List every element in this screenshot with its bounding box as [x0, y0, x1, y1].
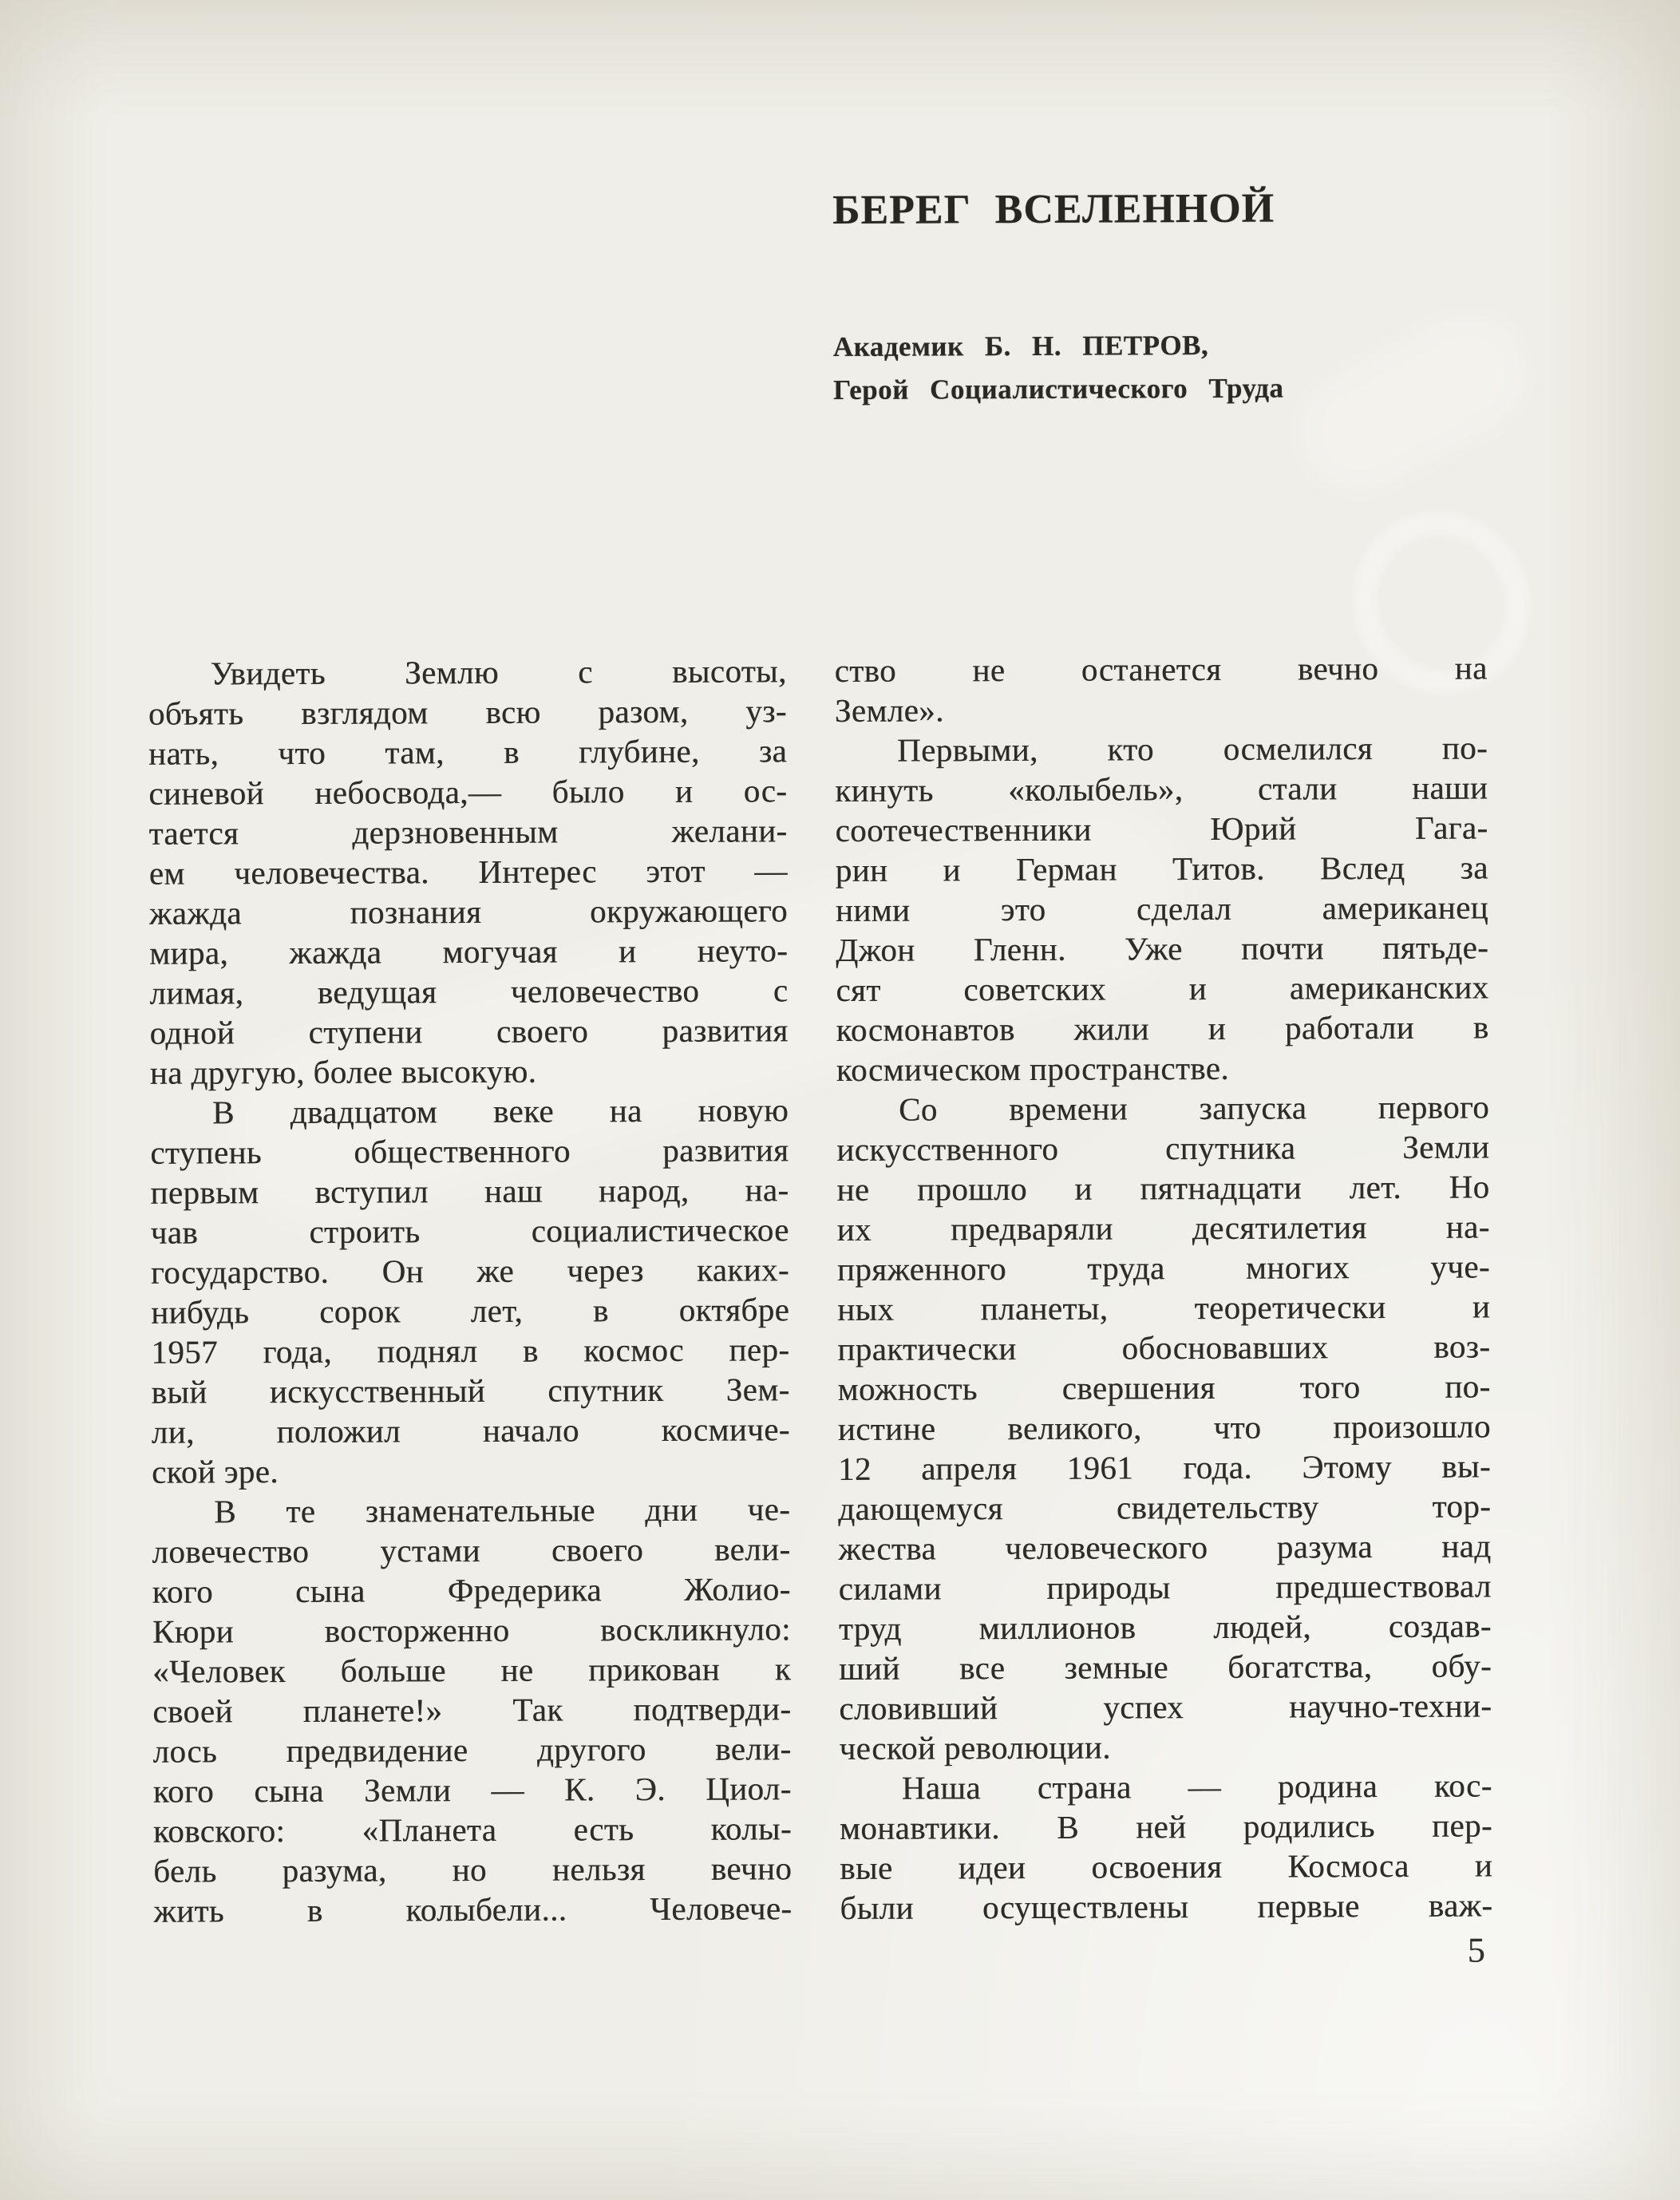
text-line: В те знаменательные дни че- — [214, 1490, 791, 1530]
text-line: ними это сделал американец — [835, 888, 1489, 929]
text-line: объять взглядом всю разом, уз- — [148, 692, 787, 732]
text-line: можность свершения того по- — [837, 1367, 1491, 1408]
text-line: монавтики. В ней родились пер- — [839, 1806, 1493, 1847]
text-line: жества человеческого разума над — [838, 1527, 1492, 1568]
text-line: труд миллионов людей, создав- — [838, 1607, 1492, 1648]
text-line: лимая, ведущая человечество с — [149, 971, 789, 1011]
text-line: ство не останется вечно на — [834, 649, 1488, 690]
text-line: космонавтов жили и работали в — [836, 1008, 1489, 1049]
text-line: кого сына Фредерика Жолио- — [152, 1570, 791, 1610]
page-number: 5 — [1467, 1930, 1485, 1970]
text-line: сят советских и американских — [836, 968, 1489, 1009]
text-line: своей планете!» Так подтверди- — [152, 1690, 792, 1730]
text-line: Земле». — [834, 691, 944, 730]
text-line: бель разума, но нельзя вечно — [153, 1850, 793, 1889]
text-line: жить в колыбели... Человече- — [153, 1889, 793, 1929]
text-line: мира, жажда могучая и неуто- — [149, 932, 789, 971]
text-column-right — [835, 647, 1493, 1928]
text-line: одной ступени своего развития — [149, 1011, 789, 1051]
text-line: ных планеты, теоретически и — [837, 1288, 1491, 1328]
text-line: пряженного труда многих уче- — [836, 1248, 1491, 1288]
text-line: Первыми, кто осмелился по- — [896, 729, 1488, 769]
text-line: синевой небосвода,— было и ос- — [148, 772, 788, 812]
text-line: дающемуся свидетельству тор- — [838, 1487, 1492, 1528]
text-line: кинуть «колыбель», стали наши — [835, 769, 1488, 809]
text-line: чав строить социалистическое — [150, 1211, 789, 1251]
text-line: космическом пространстве. — [836, 1049, 1230, 1089]
text-line: ем человечества. Интерес этот — — [148, 852, 788, 892]
text-line: «Человек больше не прикован к — [152, 1650, 792, 1690]
text-line: словивший успех научно-техни- — [839, 1687, 1492, 1727]
text-line: лось предвидение другого вели- — [152, 1730, 792, 1770]
text-line: жажда познания окружающего — [148, 892, 789, 932]
text-line: соотечественники Юрий Гага- — [835, 809, 1488, 849]
page-title: БЕРЕГ ВСЕЛЕННОЙ — [832, 185, 1275, 234]
text-line: искусственного спутника Земли — [836, 1128, 1490, 1169]
text-line: практически обосновавших воз- — [837, 1328, 1491, 1368]
text-line: вые идеи освоения Космоса и — [840, 1846, 1493, 1887]
author-honorific: Герой Социалистического Труда — [833, 372, 1284, 406]
text-line: В двадцатом веке на новую — [211, 1091, 789, 1131]
text-line: Кюри восторженно воскликнуло: — [152, 1610, 791, 1650]
text-line: их предваряли десятилетия на- — [836, 1208, 1490, 1248]
text-line: первым вступил наш народ, на- — [150, 1171, 789, 1211]
text-line: на другую, более высокую. — [149, 1052, 537, 1091]
text-line: ли, положил начало космиче- — [151, 1411, 790, 1450]
text-line: кого сына Земли — К. Э. Циол- — [152, 1770, 792, 1810]
text-line: 12 апреля 1961 года. Этому вы- — [837, 1447, 1492, 1488]
text-line: истине великого, что произошло — [837, 1407, 1491, 1448]
text-line: ской эре. — [151, 1453, 279, 1490]
author-block — [833, 324, 1284, 412]
text-line: Джон Гленн. Уже почти пятьде- — [836, 928, 1489, 969]
text-line: ческой революции. — [839, 1728, 1111, 1767]
text-line: ковского: «Планета есть колы- — [152, 1810, 793, 1850]
text-line: нибудь сорок лет, в октябре — [151, 1291, 790, 1331]
text-line: не прошло и пятнадцати лет. Но — [836, 1168, 1490, 1209]
text-line: Увидеть Землю с высоты, — [210, 652, 787, 692]
text-column-left — [148, 651, 793, 1930]
text-line: были осуществлены первые важ- — [840, 1886, 1493, 1927]
text-line: Наша страна — родина кос- — [901, 1767, 1492, 1806]
text-line: тается дерзновенным желани- — [148, 812, 788, 852]
text-line: вый искусственный спутник Зем- — [151, 1371, 790, 1411]
text-line: нать, что там, в глубине, за — [148, 732, 788, 772]
text-line: ловечество устами своего вели- — [152, 1530, 791, 1570]
text-line: Со времени запуска первого — [898, 1088, 1490, 1128]
text-line: силами природы предшествовал — [838, 1567, 1492, 1608]
text-line: ший все земные богатства, обу- — [839, 1647, 1492, 1688]
author-name: Академик Б. Н. ПЕТРОВ, — [832, 329, 1209, 363]
text-line: государство. Он же через каких- — [150, 1251, 790, 1291]
text-line: 1957 года, поднял в космос пер- — [151, 1331, 790, 1371]
text-line: ступень общественного развития — [150, 1131, 789, 1171]
text-line: рин и Герман Титов. Вслед за — [835, 849, 1488, 889]
